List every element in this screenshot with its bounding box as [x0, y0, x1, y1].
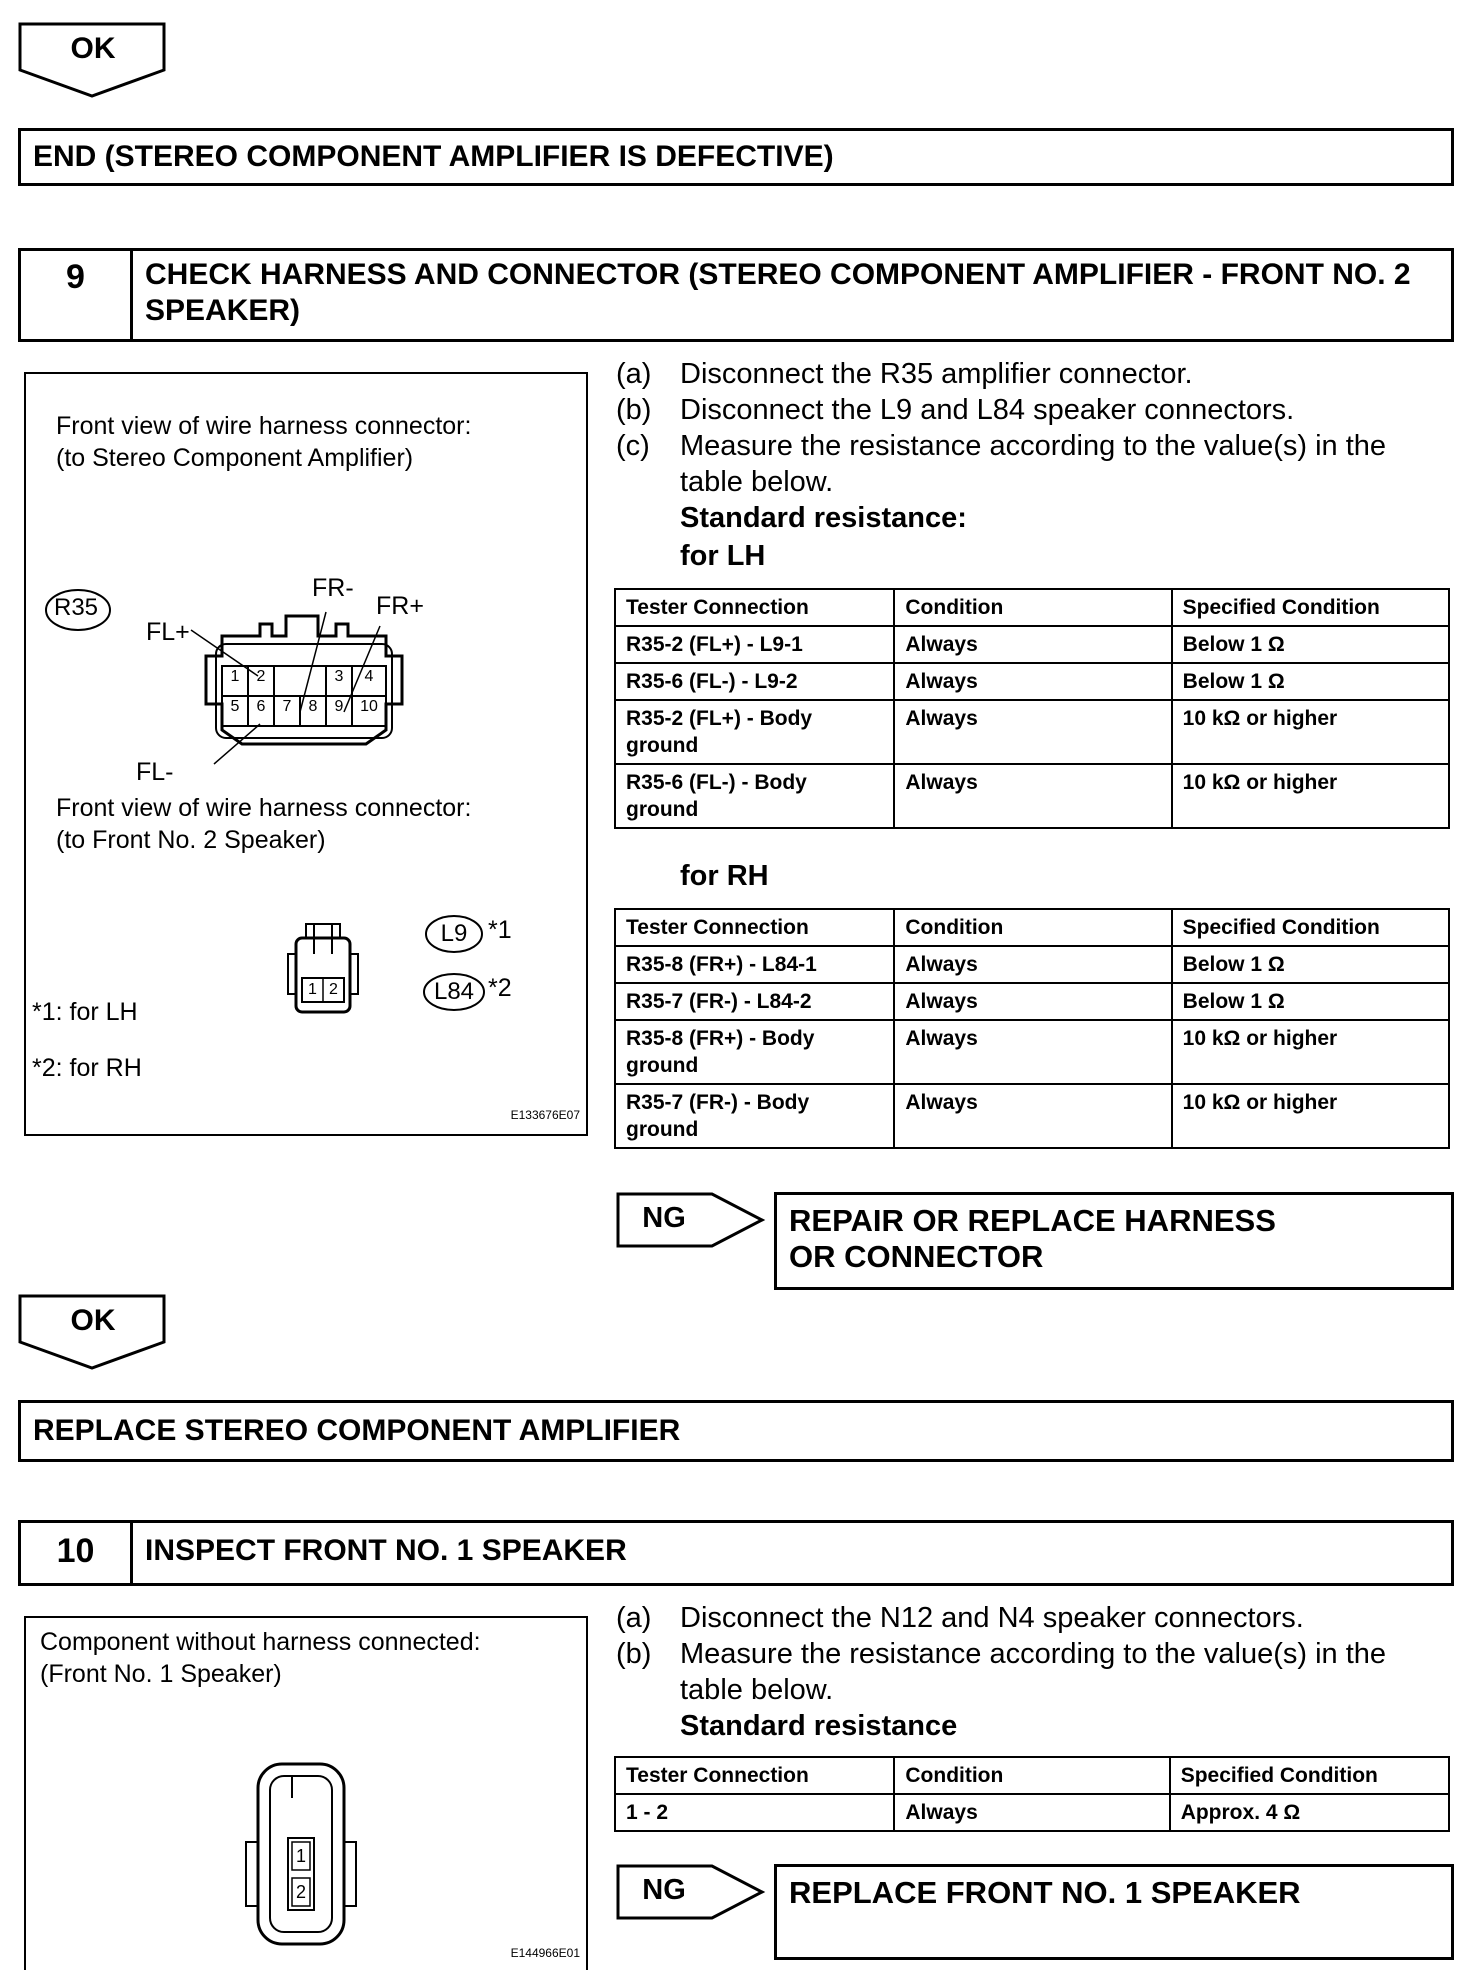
end-box [18, 128, 1454, 186]
cell-condition: Always [894, 946, 1171, 983]
cell-condition: Always [894, 983, 1171, 1020]
cell-tester: R35-7 (FR-) - L84-2 [615, 983, 894, 1020]
table-header-row [615, 1757, 1449, 1794]
r35-label: R35 [54, 594, 99, 621]
step9-c-label: (c) [616, 430, 650, 462]
replace-amplifier-text: REPLACE STEREO COMPONENT AMPLIFIER [33, 1414, 681, 1447]
step9-number-cell [21, 251, 133, 339]
note-lh: *1: for LH [32, 998, 138, 1026]
fig10-caption-line1: Component without harness connected: [40, 1628, 481, 1656]
table-row [615, 983, 1449, 1020]
step10-standard-label: Standard resistance [680, 1710, 958, 1742]
ng-label-step9: NG [642, 1202, 686, 1234]
header-specified: Specified Condition [1170, 1757, 1449, 1794]
replace-amplifier-box [18, 1400, 1454, 1462]
pin-fl-plus-label: FL+ [146, 618, 190, 646]
ng-label-step10: NG [642, 1874, 686, 1906]
step9-title: CHECK HARNESS AND CONNECTOR (STEREO COMPONENT AMPLIFIER - FRONT NO. 2 SPEAKER) [145, 258, 1411, 327]
cell-condition: Always [894, 700, 1171, 764]
cell-condition: Always [894, 764, 1171, 828]
cell-condition: Always [894, 663, 1171, 700]
ok-label-top: OK [70, 32, 116, 65]
table-row [615, 663, 1449, 700]
speaker-pin-1: 1 [308, 981, 317, 998]
step9-header [18, 248, 1454, 342]
ng-action-box-step10 [774, 1864, 1454, 1960]
fig9-caption1-line1: Front view of wire harness connector: [56, 412, 472, 440]
table-header-row [615, 909, 1449, 946]
fig10-code: E144966E01 [510, 1946, 580, 1960]
cell-tester: R35-2 (FL+) - L9-1 [615, 626, 894, 663]
step10-b-text: Measure the resistance according to the value(s) in the [680, 1638, 1387, 1670]
cell-condition: Always [894, 1794, 1169, 1831]
fig9-caption1-line2: (to Stereo Component Amplifier) [56, 444, 414, 472]
step9-standard-label: Standard resistance: [680, 502, 967, 534]
cell-specified: 10 kΩ or higher [1172, 764, 1449, 828]
step9-for-rh: for RH [680, 860, 769, 892]
pin-fr-plus-label: FR+ [376, 592, 424, 620]
step9-b-label: (b) [616, 394, 652, 426]
step10-header [18, 1520, 1454, 1586]
step10-a-label: (a) [616, 1602, 652, 1634]
header-specified: Specified Condition [1172, 909, 1449, 946]
header-condition: Condition [894, 1757, 1169, 1794]
fig9-caption2-line2: (to Front No. 2 Speaker) [56, 826, 326, 854]
cell-tester: R35-8 (FR+) - L84-1 [615, 946, 894, 983]
fig9-code: E133676E07 [510, 1108, 580, 1122]
step9-table-lh [614, 588, 1450, 829]
step9-figure [24, 372, 588, 1136]
step10-b-text-cont: table below. [680, 1674, 834, 1706]
cell-condition: Always [894, 1084, 1171, 1148]
cell-tester: R35-7 (FR-) - Body ground [615, 1084, 894, 1148]
cell-specified: 10 kΩ or higher [1172, 1084, 1449, 1148]
step9-b-text: Disconnect the L9 and L84 speaker connectors. [680, 394, 1295, 426]
r35-pin-3: 3 [334, 668, 344, 685]
cell-specified: Below 1 Ω [1172, 626, 1449, 663]
r35-pin-4: 4 [364, 668, 374, 685]
step9-a-text: Disconnect the R35 amplifier connector. [680, 358, 1193, 390]
step10-table [614, 1756, 1450, 1832]
step9-c-text: Measure the resistance according to the value(s) in the [680, 430, 1387, 462]
table-row [615, 946, 1449, 983]
table-row [615, 1084, 1449, 1148]
cell-specified: Below 1 Ω [1172, 983, 1449, 1020]
step10-title: INSPECT FRONT NO. 1 SPEAKER [145, 1534, 627, 1567]
r35-pin-2: 2 [256, 668, 266, 685]
speaker-terminal-drawing [236, 1758, 386, 1958]
speaker-pin-2: 2 [329, 981, 338, 998]
end-box-text: END (STEREO COMPONENT AMPLIFIER IS DEFECTIVE) [33, 140, 834, 173]
step9-for-lh: for LH [680, 540, 766, 572]
l9-label: L9 [440, 920, 468, 947]
step9-number: 9 [66, 258, 85, 296]
ng-action-text-step9: REPAIR OR REPLACE HARNESS OR CONNECTOR [789, 1203, 1276, 1274]
terminal-pin-1: 1 [295, 1846, 306, 1866]
fig10-caption-line2: (Front No. 1 Speaker) [40, 1660, 282, 1688]
cell-condition: Always [894, 1020, 1171, 1084]
table-row [615, 1020, 1449, 1084]
cell-tester: R35-2 (FL+) - Body ground [615, 700, 894, 764]
header-specified: Specified Condition [1172, 589, 1449, 626]
r35-connector-drawing [26, 574, 586, 774]
pin-fl-minus-label: FL- [136, 758, 174, 786]
r35-pin-9: 9 [334, 698, 344, 715]
cell-specified: 10 kΩ or higher [1172, 1020, 1449, 1084]
step10-b-label: (b) [616, 1638, 652, 1670]
cell-tester: R35-8 (FR+) - Body ground [615, 1020, 894, 1084]
cell-tester: R35-6 (FL-) - L9-2 [615, 663, 894, 700]
step10-number-cell [21, 1523, 133, 1583]
l84-label: L84 [433, 978, 475, 1005]
table-row [615, 700, 1449, 764]
cell-tester: 1 - 2 [615, 1794, 894, 1831]
header-condition: Condition [894, 909, 1171, 946]
step10-figure [24, 1616, 588, 1970]
table-row [615, 764, 1449, 828]
r35-pin-5: 5 [230, 698, 240, 715]
table-header-row [615, 589, 1449, 626]
cell-tester: R35-6 (FL-) - Body ground [615, 764, 894, 828]
step9-c-text-cont: table below. [680, 466, 834, 498]
table-row [615, 626, 1449, 663]
header-tester: Tester Connection [615, 909, 894, 946]
step10-number: 10 [56, 1532, 95, 1570]
cell-specified: Below 1 Ω [1172, 663, 1449, 700]
cell-specified: Below 1 Ω [1172, 946, 1449, 983]
step9-a-label: (a) [616, 358, 652, 390]
table-row [615, 1794, 1449, 1831]
pin-fr-minus-label: FR- [312, 574, 354, 602]
l84-mark: *2 [488, 974, 512, 1002]
ng-action-text-step10: REPLACE FRONT NO. 1 SPEAKER [789, 1875, 1301, 1910]
note-rh: *2: for RH [32, 1054, 142, 1082]
l9-mark: *1 [488, 916, 512, 944]
cell-specified: Approx. 4 Ω [1170, 1794, 1449, 1831]
r35-pin-7: 7 [282, 698, 292, 715]
cell-specified: 10 kΩ or higher [1172, 700, 1449, 764]
r35-pin-1: 1 [230, 668, 240, 685]
header-tester: Tester Connection [615, 1757, 894, 1794]
step9-table-rh [614, 908, 1450, 1149]
cell-condition: Always [894, 626, 1171, 663]
r35-pin-10: 10 [360, 698, 378, 715]
ok-label-middle: OK [70, 1304, 116, 1337]
ng-action-box-step9 [774, 1192, 1454, 1290]
header-tester: Tester Connection [615, 589, 894, 626]
r35-pin-6: 6 [256, 698, 266, 715]
fig9-caption2-line1: Front view of wire harness connector: [56, 794, 472, 822]
header-condition: Condition [894, 589, 1171, 626]
r35-pin-8: 8 [308, 698, 318, 715]
terminal-pin-2: 2 [295, 1882, 306, 1902]
step10-a-text: Disconnect the N12 and N4 speaker connectors. [680, 1602, 1304, 1634]
